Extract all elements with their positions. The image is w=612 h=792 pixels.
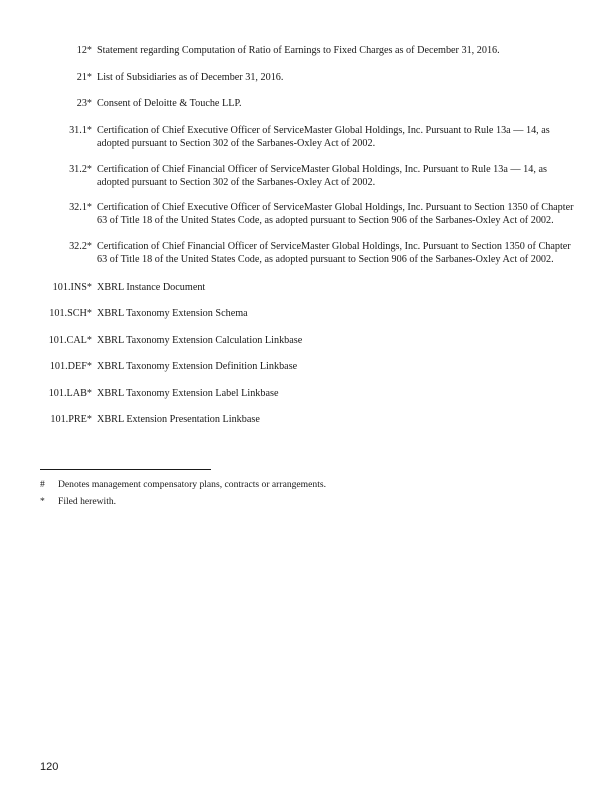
exhibit-number: 21* <box>76 72 92 83</box>
exhibit-number: 101.DEF* <box>49 361 92 372</box>
footnote-divider <box>40 469 211 470</box>
exhibit-number: 23* <box>76 98 92 109</box>
exhibit-description: XBRL Taxonomy Extension Schema <box>97 308 248 319</box>
exhibit-description: Certification of Chief Financial Officer of ServiceMaster Global Holdings, Inc. Pursuant to Rule 13a — 14, as adopted pursuant to Section 302 of the Sarbanes-Oxley Act of 2002. <box>97 164 547 188</box>
exhibit-description: XBRL Extension Presentation Linkbase <box>97 414 260 425</box>
footnote-symbol: # <box>40 479 45 490</box>
footnote-text: Denotes management compensatory plans, contracts or arrangements. <box>58 479 326 490</box>
exhibit-number: 101.PRE* <box>50 414 92 425</box>
exhibit-number: 12* <box>76 45 92 56</box>
exhibit-description: XBRL Instance Document <box>97 282 206 293</box>
exhibit-number: 101.CAL* <box>48 335 92 346</box>
footnote <box>40 496 116 508</box>
exhibit-number: 31.2* <box>69 164 92 175</box>
page-number: 120 <box>40 761 59 773</box>
exhibit-description: List of Subsidiaries as of December 31, 2016. <box>97 72 284 83</box>
exhibit-number: 32.1* <box>69 202 92 213</box>
exhibit-description: Consent of Deloitte & Touche LLP. <box>97 98 242 109</box>
exhibit-description: Certification of Chief Financial Officer of ServiceMaster Global Holdings, Inc. Pursuant to Section 1350 of Chapter 63 of Title 18 of the United States Code, as adopted pursuant to Section 906 of the Sarbanes-Oxley Act of 2002. <box>97 241 571 265</box>
exhibit-number: 31.1* <box>69 125 92 136</box>
exhibit-description: Certification of Chief Executive Officer of ServiceMaster Global Holdings, Inc. Pursuant to Section 1350 of Chapter 63 of Title 18 of the United States Code, as adopted pursuant to Section 906 of the Sarbanes-Oxley Act of 2002. <box>97 202 574 226</box>
footnote-symbol: * <box>40 496 45 507</box>
exhibit-number: 101.SCH* <box>49 308 92 319</box>
exhibit-description: XBRL Taxonomy Extension Calculation Linkbase <box>97 335 303 346</box>
exhibit-number: 101.INS* <box>52 282 92 293</box>
exhibit-number: 101.LAB* <box>48 388 92 399</box>
exhibit-description: Statement regarding Computation of Ratio of Earnings to Fixed Charges as of December 31, 2016. <box>97 45 500 56</box>
exhibit-description: XBRL Taxonomy Extension Label Linkbase <box>97 388 279 399</box>
footnote <box>40 479 326 491</box>
exhibit-number: 32.2* <box>69 241 92 252</box>
footnote-text: Filed herewith. <box>58 496 117 507</box>
exhibit-description: Certification of Chief Executive Officer of ServiceMaster Global Holdings, Inc. Pursuant to Rule 13a — 14, as adopted pursuant to Section 302 of the Sarbanes-Oxley Act of 2002. <box>97 125 550 149</box>
exhibit-description: XBRL Taxonomy Extension Definition Linkbase <box>97 361 298 372</box>
